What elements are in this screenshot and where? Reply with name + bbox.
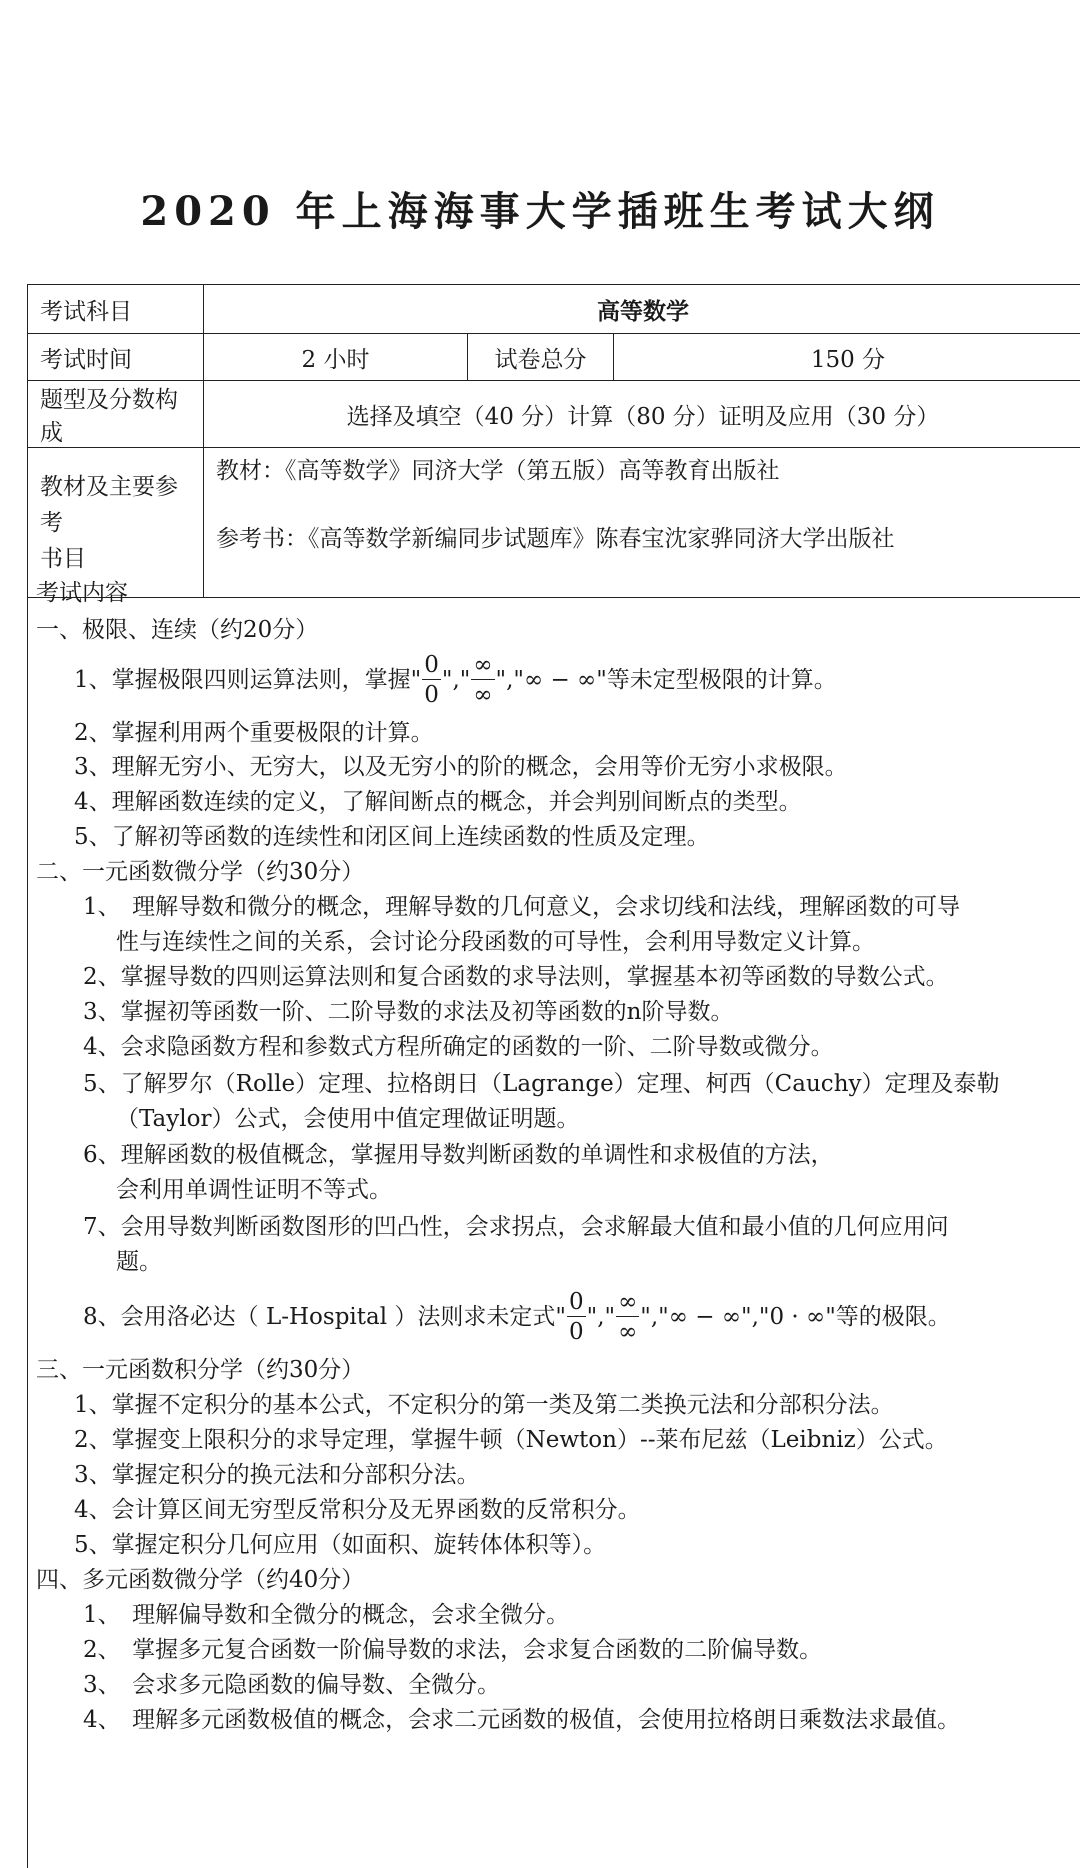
s3-item-5: 5、掌握定积分几何应用（如面积、旋转体体积等）。 (74, 1532, 607, 1558)
s4-item-4: 4、 理解多元函数极值的概念，会求二元函数的极值，会使用拉格朗日乘数法求最值。 (83, 1707, 961, 1733)
s2-item-7-line-2: 题。 (116, 1249, 162, 1275)
frac-denominator: ∞ (473, 682, 493, 708)
textbook-text: 教材：《高等数学》同济大学（第五版）高等教育出版社 (216, 458, 780, 484)
frac-numerator: 0 (424, 652, 439, 678)
s1-item-1-pre: 1、掌握极限四则运算法则，掌握" (74, 667, 422, 693)
quote-separator: "," (640, 1304, 669, 1330)
s2-item-8 (83, 1291, 951, 1344)
content-heading: 考试内容 (36, 580, 128, 606)
s2-item-1-line-2: 性与连续性之间的关系，会讨论分段函数的可导性，会利用导数定义计算。 (116, 929, 875, 955)
format-row (28, 381, 1080, 448)
time-row (28, 334, 1080, 381)
s2-item-5-line-2: （Taylor）公式，会使用中值定理做证明题。 (116, 1106, 580, 1132)
frac-denominator: 0 (568, 1319, 584, 1345)
zero-times-inf: 0 · ∞ (769, 1304, 826, 1330)
s3-item-4: 4、会计算区间无穷型反常积分及无界函数的反常积分。 (74, 1497, 641, 1523)
s1-item-3: 3、理解无穷小、无穷大，以及无穷小的阶的概念，会用等价无穷小求极限。 (74, 754, 848, 780)
s2-item-6-line-1: 6、理解函数的极值概念，掌握用导数判断函数的单调性和求极值的方法， (83, 1142, 834, 1168)
quote-separator: "," (740, 1304, 770, 1330)
frac-numerator: 0 (568, 1289, 584, 1315)
s2-item-7-line-1: 7、会用导数判断函数图形的凹凸性，会求拐点，会求解最大值和最小值的几何应用问 (83, 1214, 949, 1240)
s4-item-2: 2、 掌握多元复合函数一阶偏导数的求法，会求复合函数的二阶偏导数。 (83, 1637, 823, 1663)
quote-separator: "," (586, 1304, 616, 1330)
s4-item-1: 1、 理解偏导数和全微分的概念，会求全微分。 (83, 1602, 570, 1628)
s3-item-2: 2、掌握变上限积分的求导定理，掌握牛顿（Newton）--莱布尼兹（Leibniz）公式。 (74, 1427, 948, 1453)
format-label: 题型及分数构成 (28, 381, 204, 448)
quote-separator: "," (441, 667, 471, 693)
format-value: 选择及填空（40 分）计算（80 分）证明及应用（30 分） (204, 381, 1080, 448)
score-label: 试卷总分 (468, 334, 614, 381)
books-label-line-1: 教材及主要参考 (40, 473, 178, 536)
s3-item-1: 1、掌握不定积分的基本公式，不定积分的第一类及第二类换元法和分部积分法。 (74, 1392, 894, 1418)
time-label: 考试时间 (28, 334, 204, 381)
subject-value: 高等数学 (204, 285, 1080, 334)
section-4-title: 四、多元函数微分学（约40分） (36, 1567, 365, 1593)
section-3-title: 三、一元函数积分学（约30分） (36, 1357, 365, 1383)
section-1-title: 一、极限、连续（约20分） (36, 617, 319, 643)
frac-numerator: ∞ (618, 1289, 638, 1315)
s2-item-4: 4、会求隐函数方程和参数式方程所确定的函数的一阶、二阶导数或微分。 (83, 1034, 834, 1060)
fraction-inf-over-inf (471, 654, 494, 707)
reference-text: 参考书：《高等数学新编同步试题库》陈春宝沈家骅同济大学出版社 (216, 526, 895, 552)
exam-content (27, 572, 1080, 1868)
s1-item-1-post: "等未定型极限的计算。 (596, 667, 837, 693)
time-value: 2 小时 (204, 334, 468, 381)
s2-item-3: 3、掌握初等函数一阶、二阶导数的求法及初等函数的n阶导数。 (83, 999, 734, 1025)
books-label-line-2: 书目 (40, 545, 86, 572)
fraction-zero-over-zero (422, 654, 441, 707)
exam-info-table (27, 284, 1080, 598)
s1-item-2: 2、掌握利用两个重要极限的计算。 (74, 720, 434, 746)
subject-label: 考试科目 (28, 285, 204, 334)
subject-row (28, 285, 1080, 334)
s4-item-3: 3、 会求多元隐函数的偏导数、全微分。 (83, 1672, 501, 1698)
section-2-title: 二、一元函数微分学（约30分） (36, 859, 365, 885)
frac-denominator: 0 (424, 682, 439, 708)
s1-item-1 (74, 654, 837, 707)
fraction-zero-over-zero (567, 1291, 586, 1344)
frac-numerator: ∞ (473, 652, 493, 678)
fraction-inf-over-inf (616, 1291, 639, 1344)
quote-separator: "," (495, 667, 524, 693)
inf-minus-inf: ∞ − ∞ (524, 667, 597, 693)
s2-item-5-line-1: 5、了解罗尔（Rolle）定理、拉格朗日（Lagrange）定理、柯西（Cauchy）定理及泰勒 (83, 1071, 1000, 1097)
inf-minus-inf: ∞ − ∞ (668, 1304, 741, 1330)
frac-denominator: ∞ (618, 1319, 638, 1345)
s1-item-5: 5、了解初等函数的连续性和闭区间上连续函数的性质及定理。 (74, 824, 710, 850)
page-title: 2020 年上海海事大学插班生考试大纲 (140, 188, 940, 235)
s2-item-1-line-1: 1、 理解导数和微分的概念，理解导数的几何意义，会求切线和法线，理解函数的可导 (83, 894, 961, 920)
s2-item-8-post: "等的极限。 (825, 1304, 951, 1330)
s2-item-6-line-2: 会利用单调性证明不等式。 (116, 1177, 392, 1203)
score-value: 150 分 (614, 334, 1080, 381)
s1-item-4: 4、理解函数连续的定义，了解间断点的概念，并会判别间断点的类型。 (74, 789, 802, 815)
s2-item-8-pre: 8、会用洛必达（ L-Hospital ）法则求未定式" (83, 1304, 566, 1330)
s3-item-3: 3、掌握定积分的换元法和分部积分法。 (74, 1462, 480, 1488)
s2-item-2: 2、掌握导数的四则运算法则和复合函数的求导法则，掌握基本初等函数的导数公式。 (83, 964, 949, 990)
